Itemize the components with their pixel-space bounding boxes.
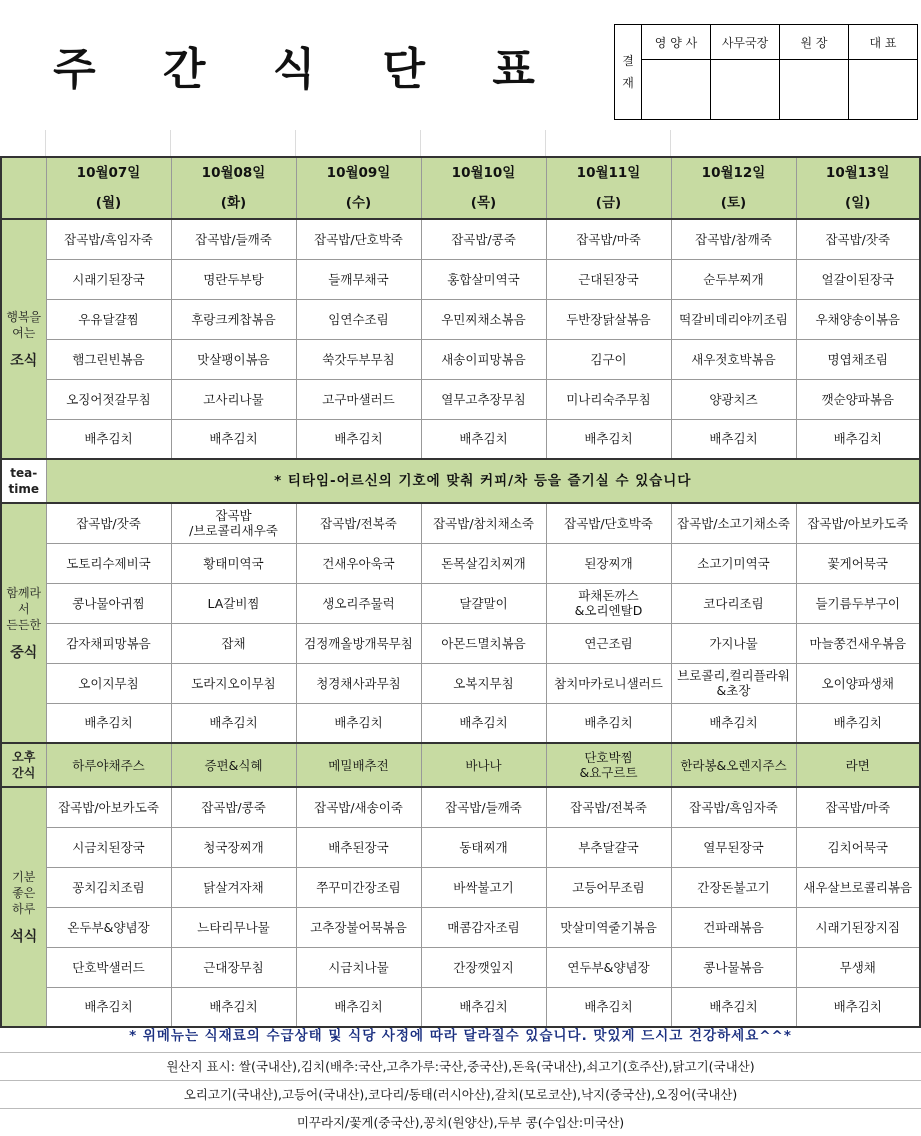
day-weekday: (목) <box>470 195 497 211</box>
lunch-menu-item: 잡곡밥/소고기채소죽 <box>671 503 796 543</box>
breakfast-menu-item: 근대된장국 <box>546 259 671 299</box>
breakfast-menu-item: 잡곡밥/들깨죽 <box>171 219 296 259</box>
lunch-menu-item: 도라지오이무침 <box>171 663 296 703</box>
corner-cell <box>1 157 46 219</box>
dinner-label-cell <box>1 787 46 1027</box>
lunch-menu-item: 코다리조림 <box>671 583 796 623</box>
approval-sign-box <box>849 60 918 120</box>
breakfast-menu-item: 떡갈비데리야끼조림 <box>671 299 796 339</box>
lunch-menu-item: 꽃게어묵국 <box>796 543 920 583</box>
lunch-menu-item: 아몬드멸치볶음 <box>421 623 546 663</box>
breakfast-menu-item: 얼갈이된장국 <box>796 259 920 299</box>
dinner-menu-item: 쭈꾸미간장조림 <box>296 867 421 907</box>
dinner-menu-item: 배추김치 <box>171 987 296 1027</box>
teatime-banner: * 티타임-어르신의 기호에 맞춰 커피/차 등을 즐기실 수 있습니다 <box>46 459 920 503</box>
breakfast-menu-item: 홍합살미역국 <box>421 259 546 299</box>
dinner-menu-item: 배추김치 <box>46 987 171 1027</box>
lunch-menu-item: 감자채피망볶음 <box>46 623 171 663</box>
dinner-menu-item: 잡곡밥/아보카도죽 <box>46 787 171 827</box>
snack-row <box>1 743 920 787</box>
day-date: 10월07일 <box>76 165 141 181</box>
lunch-menu-item: 마늘쫑건새우볶음 <box>796 623 920 663</box>
lunch-menu-item: 배추김치 <box>171 703 296 743</box>
breakfast-menu-item: 새송이피망볶음 <box>421 339 546 379</box>
day-header-cell <box>421 157 546 219</box>
teatime-row <box>1 459 920 503</box>
dinner-menu-item: 바싹불고기 <box>421 867 546 907</box>
day-weekday: (수) <box>345 195 372 211</box>
dinner-menu-item: 시금치나물 <box>296 947 421 987</box>
snack-item: 바나나 <box>421 743 546 787</box>
lunch-menu-item: 잡곡밥/잣죽 <box>46 503 171 543</box>
dinner-menu-item: 배추김치 <box>421 987 546 1027</box>
day-header-row <box>1 157 920 219</box>
dinner-menu-item: 건파래볶음 <box>671 907 796 947</box>
day-header-cell <box>296 157 421 219</box>
dinner-label: 석식 <box>10 929 38 945</box>
day-header-cell <box>46 157 171 219</box>
dinner-menu-item: 청국장찌개 <box>171 827 296 867</box>
breakfast-menu-item: 잡곡밥/마죽 <box>546 219 671 259</box>
snack-label: 오후 간식 <box>1 743 46 787</box>
breakfast-menu-item: 잡곡밥/흑임자죽 <box>46 219 171 259</box>
dinner-row <box>1 947 920 987</box>
breakfast-row <box>1 299 920 339</box>
breakfast-menu-item: 새우젓호박볶음 <box>671 339 796 379</box>
lunch-menu-item: 도토리수제비국 <box>46 543 171 583</box>
breakfast-menu-item: 배추김치 <box>421 419 546 459</box>
snack-item: 한라봉&오렌지주스 <box>671 743 796 787</box>
lunch-menu-item: 브로콜리,컬리플라워 &초장 <box>671 663 796 703</box>
approval-role-ceo: 대 표 <box>849 25 918 60</box>
dinner-slogan: 기분 좋은 하루 <box>12 870 36 916</box>
dinner-menu-item: 잡곡밥/콩죽 <box>171 787 296 827</box>
dinner-menu-item: 잡곡밥/들깨죽 <box>421 787 546 827</box>
day-weekday: (화) <box>220 195 247 211</box>
lunch-menu-item: 오이지무침 <box>46 663 171 703</box>
breakfast-menu-item: 시래기된장국 <box>46 259 171 299</box>
dinner-menu-item: 잡곡밥/마죽 <box>796 787 920 827</box>
origin-line: 오리고기(국내산),고등어(국내산),코다리/동태(러시아산),갈치(모로코산),낙지(중국산),오징어(국내산) <box>0 1081 921 1109</box>
lunch-menu-item: 달걀말이 <box>421 583 546 623</box>
breakfast-row <box>1 259 920 299</box>
day-date: 10월10일 <box>451 165 516 181</box>
dinner-menu-item: 새우살브로콜리볶음 <box>796 867 920 907</box>
footer-notice: * 위메뉴는 식재료의 수급상태 및 식당 사정에 따라 달라질수 있습니다. 맛있게 드시고 건강하세요^^* <box>0 1020 921 1053</box>
breakfast-menu-item: 우채양송이볶음 <box>796 299 920 339</box>
dinner-menu-item: 무생채 <box>796 947 920 987</box>
breakfast-menu-item: 열무고추장무침 <box>421 379 546 419</box>
lunch-menu-item: 청경채사과무침 <box>296 663 421 703</box>
lunch-menu-item: 배추김치 <box>296 703 421 743</box>
breakfast-row <box>1 339 920 379</box>
dinner-menu-item: 잡곡밥/흑임자죽 <box>671 787 796 827</box>
breakfast-menu-item: 두반장닭살볶음 <box>546 299 671 339</box>
breakfast-menu-item: 배추김치 <box>671 419 796 459</box>
dinner-menu-item: 배추김치 <box>546 987 671 1027</box>
lunch-menu-item: 들기름두부구이 <box>796 583 920 623</box>
lunch-menu-item: 잡곡밥/전복죽 <box>296 503 421 543</box>
dinner-menu-item: 단호박샐러드 <box>46 947 171 987</box>
breakfast-menu-item: 맛살팽이볶음 <box>171 339 296 379</box>
lunch-row <box>1 623 920 663</box>
breakfast-menu-item: 잡곡밥/단호박죽 <box>296 219 421 259</box>
breakfast-menu-item: 오징어젓갈무침 <box>46 379 171 419</box>
approval-sign-box <box>711 60 780 120</box>
dinner-menu-item: 맛살미역줄기볶음 <box>546 907 671 947</box>
lunch-menu-item: 배추김치 <box>46 703 171 743</box>
dinner-menu-item: 간장돈불고기 <box>671 867 796 907</box>
lunch-menu-item: 건새우아욱국 <box>296 543 421 583</box>
teatime-label: tea- time <box>1 459 46 503</box>
lunch-menu-item: 배추김치 <box>796 703 920 743</box>
lunch-slogan: 함께라 서 든든한 <box>6 586 42 632</box>
lunch-menu-item: 황태미역국 <box>171 543 296 583</box>
breakfast-menu-item: 배추김치 <box>171 419 296 459</box>
lunch-label-cell <box>1 503 46 743</box>
day-date: 10월09일 <box>326 165 391 181</box>
dinner-menu-item: 닭살겨자채 <box>171 867 296 907</box>
lunch-row <box>1 583 920 623</box>
breakfast-menu-item: 잡곡밥/콩죽 <box>421 219 546 259</box>
dinner-menu-item: 꽁치김치조림 <box>46 867 171 907</box>
approval-sign-box <box>780 60 849 120</box>
lunch-menu-item: 생오리주물럭 <box>296 583 421 623</box>
dinner-row <box>1 907 920 947</box>
dinner-row <box>1 787 920 827</box>
breakfast-menu-item: 명란두부탕 <box>171 259 296 299</box>
dinner-menu-item: 연두부&양념장 <box>546 947 671 987</box>
spreadsheet-gridlines <box>0 130 921 156</box>
dinner-menu-item: 배추김치 <box>671 987 796 1027</box>
breakfast-menu-item: 햄그린빈볶음 <box>46 339 171 379</box>
lunch-menu-item: 잡채 <box>171 623 296 663</box>
dinner-menu-item: 느타리무나물 <box>171 907 296 947</box>
approval-role-director: 원 장 <box>780 25 849 60</box>
breakfast-menu-item: 고사리나물 <box>171 379 296 419</box>
dinner-menu-item: 동태찌개 <box>421 827 546 867</box>
lunch-menu-item: 오복지무침 <box>421 663 546 703</box>
breakfast-menu-item: 순두부찌개 <box>671 259 796 299</box>
dinner-menu-item: 근대장무침 <box>171 947 296 987</box>
day-header-cell <box>171 157 296 219</box>
approval-role-nutritionist: 영 양 사 <box>642 25 711 60</box>
lunch-menu-item: LA갈비찜 <box>171 583 296 623</box>
breakfast-row <box>1 419 920 459</box>
weekly-menu-table <box>0 156 921 1028</box>
breakfast-menu-item: 양광치즈 <box>671 379 796 419</box>
lunch-row <box>1 543 920 583</box>
dinner-menu-item: 간장깻잎지 <box>421 947 546 987</box>
dinner-menu-item: 배추된장국 <box>296 827 421 867</box>
day-weekday: (일) <box>845 195 871 211</box>
breakfast-menu-item: 우유달걀찜 <box>46 299 171 339</box>
breakfast-menu-item: 들깨무채국 <box>296 259 421 299</box>
dinner-menu-item: 온두부&양념장 <box>46 907 171 947</box>
breakfast-menu-item: 쑥갓두부무침 <box>296 339 421 379</box>
origin-line: 미꾸라지/꽃게(중국산),꽁치(원양산),두부 콩(수입산:미국산) <box>296 1115 625 1130</box>
breakfast-menu-item: 배추김치 <box>796 419 920 459</box>
day-date: 10월08일 <box>201 165 266 181</box>
approval-box <box>614 24 918 120</box>
lunch-menu-item: 잡곡밥/참치채소죽 <box>421 503 546 543</box>
approval-label: 결 재 <box>615 25 642 120</box>
dinner-menu-item: 잡곡밥/새송이죽 <box>296 787 421 827</box>
lunch-menu-item: 연근조림 <box>546 623 671 663</box>
breakfast-row <box>1 219 920 259</box>
lunch-menu-item: 돈목살김치찌개 <box>421 543 546 583</box>
breakfast-menu-item: 깻순양파볶음 <box>796 379 920 419</box>
dinner-menu-item: 잡곡밥/전복죽 <box>546 787 671 827</box>
approval-sign-box <box>642 60 711 120</box>
day-date: 10월13일 <box>825 165 890 181</box>
day-weekday: (토) <box>720 195 747 211</box>
page-title: 주 간 식 단 표 <box>53 44 561 95</box>
lunch-menu-item: 된장찌개 <box>546 543 671 583</box>
breakfast-row <box>1 379 920 419</box>
lunch-menu-item: 배추김치 <box>421 703 546 743</box>
approval-role-office-manager: 사무국장 <box>711 25 780 60</box>
breakfast-menu-item: 고구마샐러드 <box>296 379 421 419</box>
lunch-row <box>1 503 920 543</box>
dinner-menu-item: 부추달걀국 <box>546 827 671 867</box>
dinner-menu-item: 열무된장국 <box>671 827 796 867</box>
breakfast-menu-item: 배추김치 <box>296 419 421 459</box>
breakfast-menu-item: 미나리숙주무침 <box>546 379 671 419</box>
dinner-menu-item: 고등어무조림 <box>546 867 671 907</box>
dinner-menu-item: 김치어묵국 <box>796 827 920 867</box>
lunch-menu-item: 배추김치 <box>546 703 671 743</box>
lunch-menu-item: 참치마카로니샐러드 <box>546 663 671 703</box>
dinner-menu-item: 고추장불어묵볶음 <box>296 907 421 947</box>
breakfast-label-cell <box>1 219 46 459</box>
lunch-menu-item: 소고기미역국 <box>671 543 796 583</box>
breakfast-menu-item: 명엽채조림 <box>796 339 920 379</box>
lunch-menu-item: 가지나물 <box>671 623 796 663</box>
breakfast-menu-item: 임연수조림 <box>296 299 421 339</box>
breakfast-label: 조식 <box>10 353 38 369</box>
lunch-menu-item: 배추김치 <box>671 703 796 743</box>
snack-item: 라면 <box>796 743 920 787</box>
lunch-menu-item: 오이양파생채 <box>796 663 920 703</box>
breakfast-menu-item: 배추김치 <box>546 419 671 459</box>
lunch-menu-item: 검정깨올방개묵무침 <box>296 623 421 663</box>
snack-item: 메밀배추전 <box>296 743 421 787</box>
dinner-menu-item: 시래기된장지짐 <box>796 907 920 947</box>
dinner-menu-item: 배추김치 <box>796 987 920 1027</box>
breakfast-menu-item: 잡곡밥/참깨죽 <box>671 219 796 259</box>
lunch-menu-item: 잡곡밥/아보카도죽 <box>796 503 920 543</box>
day-weekday: (월) <box>95 195 122 211</box>
lunch-menu-item: 잡곡밥 /브로콜리새우죽 <box>171 503 296 543</box>
breakfast-menu-item: 김구이 <box>546 339 671 379</box>
lunch-menu-item: 콩나물아귀찜 <box>46 583 171 623</box>
origin-line: 원산지 표시: 쌀(국내산),김치(배추:국산,고추가루:국산,중국산),돈육(국내산),쇠고기(호주산),닭고기(국내산) <box>0 1053 921 1081</box>
breakfast-slogan: 행복을 여는 <box>6 310 42 340</box>
lunch-label: 중식 <box>10 645 38 661</box>
snack-item: 단호박찜 &요구르트 <box>546 743 671 787</box>
dinner-menu-item: 시금치된장국 <box>46 827 171 867</box>
snack-item: 증편&식혜 <box>171 743 296 787</box>
dinner-row <box>1 867 920 907</box>
breakfast-menu-item: 배추김치 <box>46 419 171 459</box>
day-header-cell <box>671 157 796 219</box>
day-weekday: (금) <box>595 195 622 211</box>
breakfast-menu-item: 후랑크케찹볶음 <box>171 299 296 339</box>
snack-item: 하루야채주스 <box>46 743 171 787</box>
day-date: 10월11일 <box>576 165 641 181</box>
day-header-cell <box>796 157 920 219</box>
dinner-menu-item: 콩나물볶음 <box>671 947 796 987</box>
lunch-row <box>1 703 920 743</box>
breakfast-menu-item: 우민찌채소볶음 <box>421 299 546 339</box>
lunch-menu-item: 잡곡밥/단호박죽 <box>546 503 671 543</box>
day-date: 10월12일 <box>701 165 766 181</box>
lunch-menu-item: 파채돈까스 &오리엔탈D <box>546 583 671 623</box>
dinner-menu-item: 매콤감자조림 <box>421 907 546 947</box>
dinner-row <box>1 827 920 867</box>
footer <box>0 1020 921 1136</box>
dinner-menu-item: 배추김치 <box>296 987 421 1027</box>
breakfast-menu-item: 잡곡밥/잣죽 <box>796 219 920 259</box>
lunch-row <box>1 663 920 703</box>
day-header-cell <box>546 157 671 219</box>
